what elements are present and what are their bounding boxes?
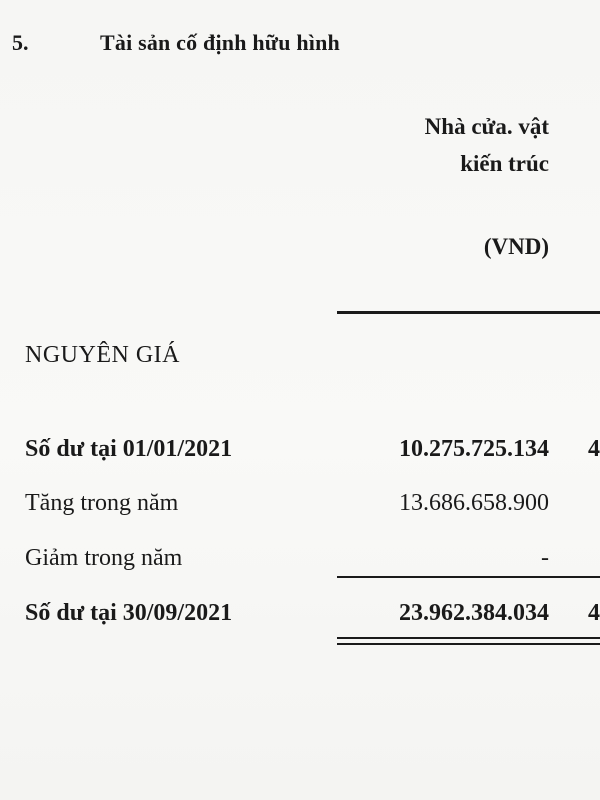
next-column-partial-value: 4 [588, 600, 600, 626]
section-title: Tài sản cố định hữu hình [100, 30, 340, 55]
row-label-decrease: Giảm trong năm [25, 545, 183, 571]
row-value-decrease: - [541, 545, 549, 571]
row-value-increase: 13.686.658.900 [399, 490, 549, 516]
row-value-closing-balance: 23.962.384.034 [399, 600, 549, 626]
header-rule [337, 311, 600, 314]
row-label-increase: Tăng trong năm [25, 490, 179, 516]
column-header-line-2: kiến trúc [460, 151, 549, 176]
row-label-opening-balance: Số dư tại 01/01/2021 [25, 436, 233, 462]
total-double-rule-top [337, 637, 600, 639]
subtotal-rule [337, 576, 600, 578]
group-heading: NGUYÊN GIÁ [25, 342, 180, 368]
column-header [425, 108, 549, 182]
column-header-line-1: Nhà cửa. vật [424, 114, 549, 139]
next-column-partial-value: 4 [588, 436, 600, 462]
column-unit: (VND) [483, 234, 549, 259]
section-number: 5. [12, 30, 29, 55]
row-label-closing-balance: Số dư tại 30/09/2021 [25, 600, 233, 626]
row-value-opening-balance: 10.275.725.134 [399, 436, 549, 462]
total-double-rule-bottom [337, 643, 600, 645]
